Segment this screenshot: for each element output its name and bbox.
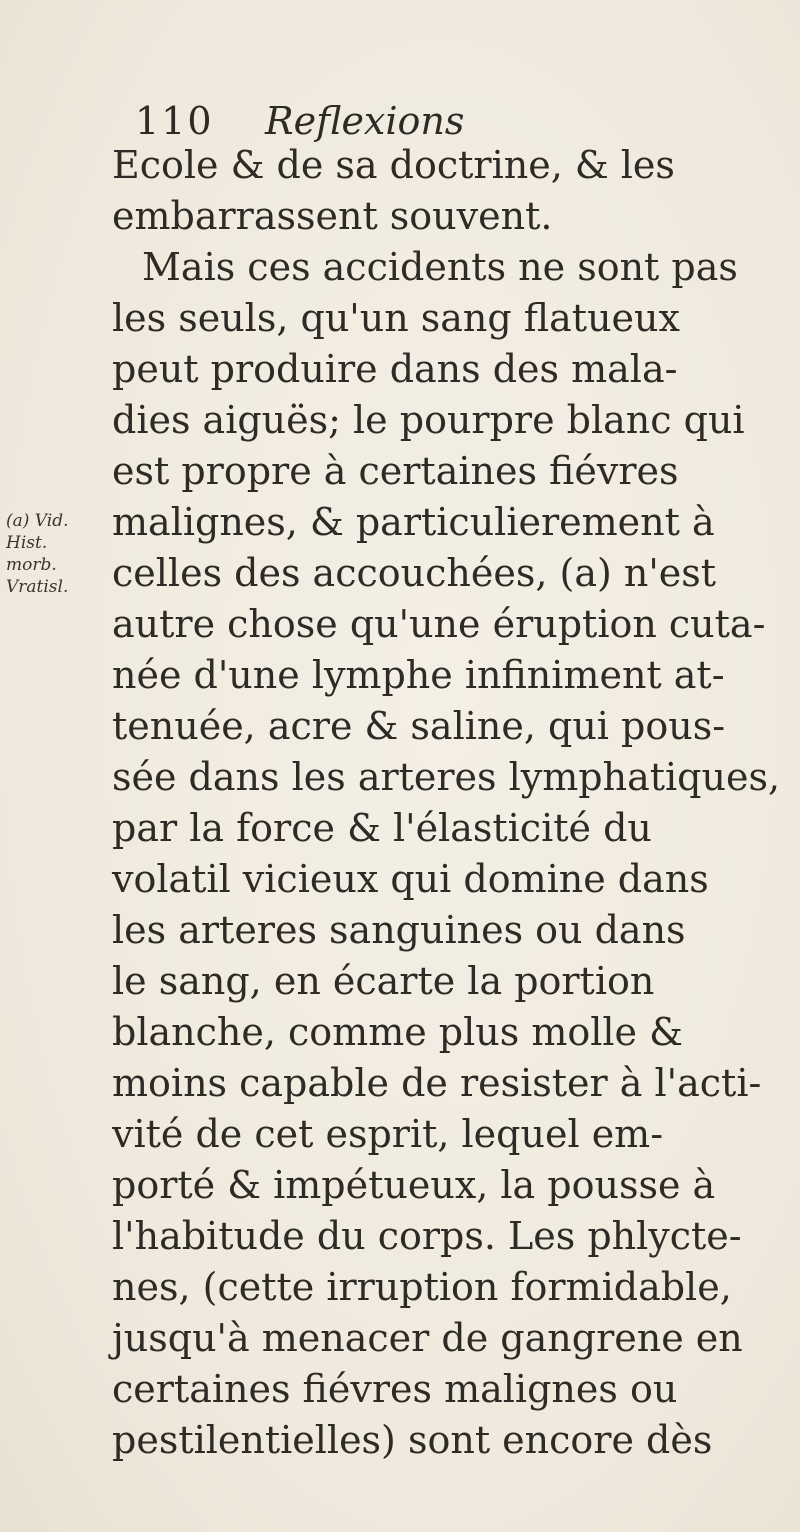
margin-note [6,510,106,598]
text-line: sée dans les arteres lymphatiques, [112,755,781,799]
text-line: Ecole & de sa doctrine, & les [112,143,675,187]
text-line: moins capable de resister à l'acti- [112,1061,762,1105]
text-line: jusqu'à menacer de gangrene en [112,1316,743,1360]
running-head [135,96,735,146]
text-line: celles des accouchées, (a) n'est [112,551,717,595]
text-line: les seuls, qu'un sang flatueux [112,296,680,340]
text-line: peut produire dans des mala- [112,347,678,391]
text-line: blanche, comme plus molle & [112,1010,683,1054]
margin-note-line: Vratisl. [6,577,69,597]
margin-note-line: Hist. [6,533,48,553]
text-line: dies aiguës; le pourpre blanc qui [112,398,745,442]
text-line: nes, (cette irruption formidable, [112,1265,732,1309]
text-line: volatil vicieux qui domine dans [112,857,709,901]
text-line: l'habitude du corps. Les phlycte- [112,1214,742,1258]
text-line: est propre à certaines fiévres [112,449,679,493]
text-line: malignes, & particulierement à [112,500,715,544]
margin-note-line: morb. [6,555,57,575]
text-line: autre chose qu'une éruption cuta- [112,602,766,646]
text-line: les arteres sanguines ou dans [112,908,686,952]
text-line: Mais ces accidents ne sont pas [142,245,738,289]
text-line: porté & impétueux, la pousse à [112,1163,716,1207]
text-line: le sang, en écarte la portion [112,959,655,1003]
text-line: par la force & l'élasticité du [112,806,652,850]
margin-note-line: (a) Vid. [6,511,69,531]
text-line: pestilentielles) sont encore dès [112,1418,713,1462]
running-title: Reflexions [265,99,465,143]
text-line: certaines fiévres malignes ou [112,1367,678,1411]
text-line: vité de cet esprit, lequel em- [112,1112,664,1156]
page-number: 110 [135,99,214,143]
text-line: embarrassent souvent. [112,194,553,238]
text-line: née d'une lymphe infiniment at- [112,653,725,697]
body-text [112,140,781,1466]
text-line: tenuée, acre & saline, qui pous- [112,704,726,748]
